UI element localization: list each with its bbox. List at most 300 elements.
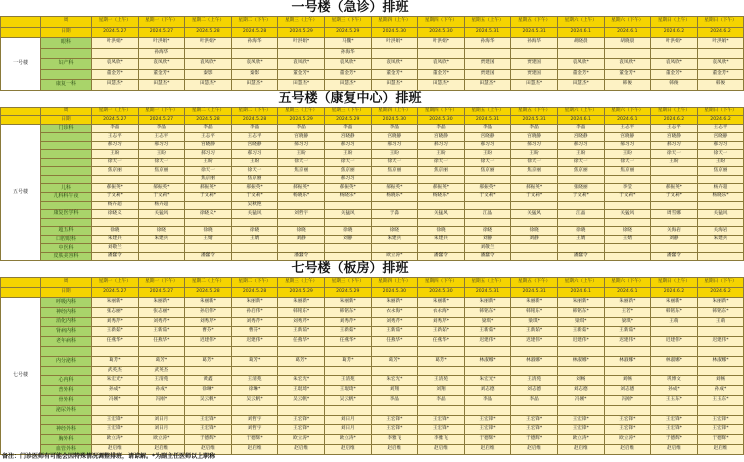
doctor-cell: 林淑娜* bbox=[604, 356, 651, 366]
doctor-cell bbox=[278, 218, 325, 227]
doctor-cell: 田慧杰* bbox=[324, 80, 371, 91]
department-label bbox=[41, 346, 92, 356]
date-header: 2024.5.28 bbox=[185, 27, 232, 38]
doctor-cell: 赵启维 bbox=[511, 444, 558, 454]
department-label: 儿科 bbox=[41, 184, 92, 193]
doctor-cell: 王盼 bbox=[697, 158, 744, 167]
doctor-cell: 董金芳* bbox=[138, 69, 185, 80]
doctor-cell: 于德辉* bbox=[185, 435, 232, 445]
doctor-cell: 王志平 bbox=[697, 124, 744, 133]
doctor-cell: 葛芳* bbox=[92, 356, 139, 366]
doctor-cell: 郝习习 bbox=[324, 175, 371, 184]
department-label: 神经外科 bbox=[41, 425, 92, 435]
doctor-cell: 宫晓静 bbox=[697, 133, 744, 142]
doctor-cell bbox=[651, 175, 698, 184]
doctor-cell: 袁凤欣* bbox=[92, 59, 139, 70]
date-header: 2024.5.29 bbox=[324, 288, 371, 298]
doctor-cell: 朱丽新* bbox=[138, 297, 185, 307]
doctor-cell: 郝习习 bbox=[464, 141, 511, 150]
doctor-cell: 徐晓义* bbox=[185, 210, 232, 219]
day-header: 星期二（下午） bbox=[231, 107, 278, 116]
doctor-cell bbox=[464, 48, 511, 59]
doctor-cell: 朱丽新* bbox=[231, 297, 278, 307]
doctor-cell bbox=[697, 366, 744, 376]
day-header: 星期二（上午） bbox=[185, 17, 232, 28]
doctor-cell: 徐晓 bbox=[371, 227, 418, 236]
doctor-cell: 叶洪娟* bbox=[92, 38, 139, 49]
schedule-row bbox=[1, 376, 744, 386]
section-title: 七号楼（板房）排班 bbox=[291, 261, 409, 277]
doctor-cell: 徐晓 bbox=[185, 227, 232, 236]
doctor-cell: 宫晓静 bbox=[278, 133, 325, 142]
day-header: 星期日（上午） bbox=[651, 107, 698, 116]
doctor-cell: 欧立涛* bbox=[371, 252, 418, 261]
department-label: 胸外科 bbox=[41, 435, 92, 445]
doctor-cell bbox=[557, 201, 604, 210]
doctor-cell bbox=[371, 218, 418, 227]
doctor-cell: 郝习习 bbox=[324, 141, 371, 150]
blank-cell bbox=[1, 17, 41, 28]
schedule-row bbox=[1, 405, 744, 415]
doctor-cell: 王宏锋* bbox=[418, 425, 465, 435]
doctor-cell bbox=[697, 48, 744, 59]
doctor-cell: 赵启维 bbox=[371, 444, 418, 454]
doctor-cell: 于文莉* bbox=[92, 192, 139, 201]
doctor-cell: 吴云帆* bbox=[185, 395, 232, 405]
doctor-cell: 贾建国 bbox=[464, 59, 511, 70]
schedule-row bbox=[1, 210, 744, 219]
doctor-cell: 袁凤欣* bbox=[651, 59, 698, 70]
doctor-cell: 于德辉* bbox=[464, 435, 511, 445]
doctor-cell bbox=[138, 405, 185, 415]
doctor-cell: 胡晓晨 bbox=[557, 38, 604, 49]
date-label: 日期 bbox=[41, 116, 92, 125]
date-header: 2024.6.2 bbox=[697, 116, 744, 125]
doctor-cell: 秦影 bbox=[185, 69, 232, 80]
doctor-cell: 关猛风 bbox=[604, 210, 651, 219]
doctor-cell: 董金芳* bbox=[324, 69, 371, 80]
department-label bbox=[41, 48, 92, 59]
department-label: 妇产科 bbox=[41, 59, 92, 70]
doctor-cell: 叶洪娟* bbox=[371, 38, 418, 49]
day-header: 星期四（下午） bbox=[418, 17, 465, 28]
doctor-cell: 朱丽新* bbox=[185, 297, 232, 307]
doctor-cell: 叶洪娟* bbox=[278, 38, 325, 49]
doctor-cell: 关猛风 bbox=[324, 210, 371, 219]
doctor-cell: 王宏锋* bbox=[511, 425, 558, 435]
doctor-cell bbox=[511, 366, 558, 376]
doctor-cell: 刘日月 bbox=[138, 425, 185, 435]
date-header: 2024.5.28 bbox=[185, 288, 232, 298]
doctor-cell: 朱丽新* bbox=[604, 297, 651, 307]
doctor-cell: 郝习习 bbox=[138, 141, 185, 150]
date-header: 2024.5.27 bbox=[92, 27, 139, 38]
doctor-cell bbox=[371, 366, 418, 376]
doctor-cell: 刘秀芹* bbox=[185, 317, 232, 327]
doctor-cell: 葛芳* bbox=[278, 356, 325, 366]
doctor-cell: 曹芬* bbox=[185, 327, 232, 337]
doctor-cell bbox=[371, 244, 418, 253]
doctor-cell bbox=[557, 244, 604, 253]
doctor-cell: 郝振英* bbox=[92, 184, 139, 193]
schedule-row bbox=[1, 124, 744, 133]
doctor-cell: 李晶 bbox=[511, 124, 558, 133]
department-label: 呼吸内科 bbox=[41, 297, 92, 307]
department-label: 心内科 bbox=[41, 376, 92, 386]
doctor-cell: 董金芳* bbox=[651, 69, 698, 80]
doctor-cell: 朱建兵 bbox=[371, 235, 418, 244]
doctor-cell: 江晶 bbox=[464, 210, 511, 219]
day-header: 星期三（上午） bbox=[278, 278, 325, 288]
doctor-cell: 孙成* bbox=[138, 386, 185, 396]
doctor-cell: 刘翔 bbox=[418, 386, 465, 396]
doctor-cell: 袁凤欣* bbox=[231, 59, 278, 70]
doctor-cell: 李晶 bbox=[464, 124, 511, 133]
date-header: 2024.6.2 bbox=[697, 288, 744, 298]
doctor-cell: 赵启维 bbox=[231, 444, 278, 454]
doctor-cell: 赵启维 bbox=[697, 444, 744, 454]
day-header: 星期五（下午） bbox=[511, 17, 558, 28]
date-label: 日期 bbox=[41, 27, 92, 38]
date-header: 2024.5.29 bbox=[278, 27, 325, 38]
doctor-cell: 王盼 bbox=[651, 158, 698, 167]
doctor-cell: 赵启维 bbox=[418, 444, 465, 454]
week-label: 周 bbox=[41, 17, 92, 28]
doctor-cell: 徐天一 bbox=[418, 158, 465, 167]
day-header: 星期二（下午） bbox=[231, 17, 278, 28]
doctor-cell bbox=[92, 218, 139, 227]
schedule-row bbox=[1, 201, 744, 210]
day-header: 星期一（上午） bbox=[92, 278, 139, 288]
doctor-cell bbox=[557, 346, 604, 356]
doctor-cell: 欧立涛* bbox=[557, 435, 604, 445]
doctor-cell: 王盼 bbox=[185, 158, 232, 167]
date-header: 2024.6.2 bbox=[651, 288, 698, 298]
doctor-cell: 李晶 bbox=[278, 124, 325, 133]
doctor-cell: 徐天一 bbox=[557, 158, 604, 167]
doctor-cell: 焦京丽 bbox=[464, 167, 511, 176]
doctor-cell: 葛芳* bbox=[371, 356, 418, 366]
doctor-cell: 刘秀芹* bbox=[278, 317, 325, 327]
department-label: 老年病科 bbox=[41, 337, 92, 347]
doctor-cell bbox=[231, 48, 278, 59]
doctor-cell: 徐天一 bbox=[604, 158, 651, 167]
doctor-cell: 任燕华* bbox=[92, 337, 139, 347]
doctor-cell: 李晶 bbox=[371, 124, 418, 133]
schedule-row bbox=[1, 235, 744, 244]
doctor-cell: 林淑娜* bbox=[511, 356, 558, 366]
doctor-cell: 赵启维 bbox=[604, 444, 651, 454]
date-header: 2024.6.2 bbox=[697, 27, 744, 38]
doctor-cell: 刘静 bbox=[324, 235, 371, 244]
day-header: 星期一（上午） bbox=[92, 17, 139, 28]
doctor-cell bbox=[511, 405, 558, 415]
doctor-cell: 杨晓乐* bbox=[371, 192, 418, 201]
doctor-cell: 杨卉超 bbox=[92, 201, 139, 210]
doctor-cell: 王盼 bbox=[371, 150, 418, 159]
doctor-cell: 徐天一 bbox=[185, 167, 232, 176]
doctor-cell: 杨卉超 bbox=[697, 184, 744, 193]
doctor-cell: 李晶 bbox=[371, 395, 418, 405]
doctor-cell bbox=[324, 405, 371, 415]
date-header: 2024.5.31 bbox=[511, 288, 558, 298]
doctor-cell bbox=[651, 366, 698, 376]
doctor-cell: 刘哲宇 bbox=[278, 210, 325, 219]
doctor-cell: 杨卉超 bbox=[138, 201, 185, 210]
doctor-cell: 关海岩 bbox=[651, 227, 698, 236]
doctor-cell: 王婧 bbox=[604, 235, 651, 244]
doctor-cell: 刘畅 bbox=[557, 376, 604, 386]
doctor-cell: 杨晓乐* bbox=[324, 192, 371, 201]
day-header: 星期三（下午） bbox=[324, 17, 371, 28]
schedule-row bbox=[1, 184, 744, 193]
doctor-cell bbox=[231, 366, 278, 376]
doctor-cell: 王盼 bbox=[324, 150, 371, 159]
doctor-cell bbox=[371, 405, 418, 415]
doctor-cell: 王宏锋* bbox=[651, 415, 698, 425]
doctor-cell: 于文莉* bbox=[651, 192, 698, 201]
doctor-cell: 孙海华 bbox=[231, 38, 278, 49]
doctor-cell: 郝习习 bbox=[278, 141, 325, 150]
doctor-cell bbox=[464, 175, 511, 184]
schedule-row bbox=[1, 346, 744, 356]
doctor-cell: 郝习习 bbox=[651, 141, 698, 150]
doctor-cell: 郝习习 bbox=[697, 141, 744, 150]
doctor-cell: 王婧 bbox=[231, 235, 278, 244]
doctor-cell: 王宏锋* bbox=[418, 415, 465, 425]
doctor-cell bbox=[651, 48, 698, 59]
doctor-cell: 叶洪娟* bbox=[418, 38, 465, 49]
doctor-cell: 宫晓静 bbox=[231, 141, 278, 150]
doctor-cell bbox=[604, 252, 651, 261]
doctor-cell: 朱丽新* bbox=[511, 297, 558, 307]
doctor-cell: 韩俊 bbox=[604, 80, 651, 91]
doctor-cell: 曹芬* bbox=[231, 327, 278, 337]
doctor-cell: 田慧杰* bbox=[557, 80, 604, 91]
doctor-cell: 于文莉* bbox=[604, 192, 651, 201]
schedule-row bbox=[1, 435, 744, 445]
doctor-cell: 潘蠢令 bbox=[418, 252, 465, 261]
doctor-cell: 武英杰 bbox=[138, 366, 185, 376]
doctor-cell: 王新茹* bbox=[604, 327, 651, 337]
date-header: 2024.5.29 bbox=[278, 116, 325, 125]
doctor-cell: 赵启维 bbox=[651, 444, 698, 454]
department-label: 儿科科午夜 bbox=[41, 192, 92, 201]
doctor-cell: 关海岩 bbox=[697, 227, 744, 236]
doctor-cell: 郝习习 bbox=[557, 141, 604, 150]
doctor-cell: 徐天一 bbox=[278, 158, 325, 167]
date-header-row bbox=[1, 116, 744, 125]
schedule-row bbox=[1, 356, 744, 366]
doctor-cell: 袁凤欣* bbox=[324, 59, 371, 70]
doctor-cell: 潘蠢令 bbox=[278, 252, 325, 261]
doctor-cell: 孙成* bbox=[697, 386, 744, 396]
doctor-cell: 王新茹* bbox=[418, 327, 465, 337]
doctor-cell: 刘志德 bbox=[464, 386, 511, 396]
doctor-cell: 刘日月 bbox=[138, 415, 185, 425]
doctor-cell: 冯刚* bbox=[92, 395, 139, 405]
schedule-row bbox=[1, 227, 744, 236]
doctor-cell: 于文莉* bbox=[511, 192, 558, 201]
doctor-cell: 朱丽新* bbox=[464, 297, 511, 307]
doctor-cell: 马魏* bbox=[324, 38, 371, 49]
doctor-cell: 徐天一 bbox=[464, 158, 511, 167]
date-header: 2024.5.31 bbox=[464, 27, 511, 38]
doctor-cell: 王宏锋* bbox=[92, 415, 139, 425]
doctor-cell: 贾建国 bbox=[511, 69, 558, 80]
doctor-cell: 朱建兵 bbox=[138, 235, 185, 244]
doctor-cell: 王宏锋* bbox=[371, 415, 418, 425]
schedule-table bbox=[0, 277, 744, 454]
doctor-cell: 韩铭东* bbox=[697, 307, 744, 317]
doctor-cell: 张志丽* bbox=[92, 307, 139, 317]
doctor-cell: 王宏锋* bbox=[185, 425, 232, 435]
doctor-cell: 宫晓静 bbox=[371, 133, 418, 142]
doctor-cell: 徐晓 bbox=[92, 227, 139, 236]
doctor-cell: 王宏锋* bbox=[557, 425, 604, 435]
doctor-cell bbox=[371, 175, 418, 184]
doctor-cell: 朱丽新* bbox=[418, 297, 465, 307]
doctor-cell bbox=[697, 405, 744, 415]
day-header: 星期二（上午） bbox=[185, 107, 232, 116]
day-header: 星期四（下午） bbox=[418, 278, 465, 288]
date-header: 2024.6.2 bbox=[651, 116, 698, 125]
doctor-cell: 徐晓 bbox=[604, 227, 651, 236]
doctor-cell: 赵启维 bbox=[92, 444, 139, 454]
day-header: 星期四（上午） bbox=[371, 107, 418, 116]
doctor-cell: 王盼 bbox=[604, 150, 651, 159]
doctor-cell: 朱丽新* bbox=[324, 297, 371, 307]
doctor-cell: 刘秀芹* bbox=[231, 317, 278, 327]
doctor-cell: 于文莉* bbox=[138, 192, 185, 201]
doctor-cell: 赵启维 bbox=[464, 444, 511, 454]
schedule-row bbox=[1, 395, 744, 405]
doctor-cell: 韩俊 bbox=[697, 80, 744, 91]
doctor-cell: 李晶 bbox=[185, 124, 232, 133]
section-title: 五号楼（康复中心）排班 bbox=[278, 90, 422, 106]
schedule-row bbox=[1, 327, 744, 337]
doctor-cell bbox=[418, 218, 465, 227]
department-label bbox=[41, 167, 92, 176]
schedule-table bbox=[0, 16, 744, 91]
doctor-cell: 潘蠢令 bbox=[92, 252, 139, 261]
doctor-cell bbox=[651, 244, 698, 253]
doctor-cell: 欧立涛* bbox=[278, 435, 325, 445]
date-header: 2024.5.27 bbox=[92, 288, 139, 298]
doctor-cell bbox=[604, 48, 651, 59]
schedule-row bbox=[1, 192, 744, 201]
department-label: 康复一科 bbox=[41, 80, 92, 91]
doctor-cell bbox=[464, 201, 511, 210]
day-header: 星期三（上午） bbox=[278, 107, 325, 116]
doctor-cell bbox=[278, 244, 325, 253]
date-header: 2024.6.1 bbox=[557, 116, 604, 125]
doctor-cell: 衣永海* bbox=[418, 307, 465, 317]
week-label: 周 bbox=[41, 278, 92, 288]
doctor-cell: 孙启伟* bbox=[185, 307, 232, 317]
doctor-cell: 刘畅 bbox=[697, 376, 744, 386]
doctor-cell bbox=[604, 405, 651, 415]
doctor-cell: 焦京丽 bbox=[697, 167, 744, 176]
doctor-cell: 李晶 bbox=[557, 124, 604, 133]
doctor-cell: 刘日月 bbox=[324, 415, 371, 425]
doctor-cell: 焦京丽 bbox=[324, 167, 371, 176]
doctor-cell: 巩博文 bbox=[651, 376, 698, 386]
doctor-cell: 刘志德 bbox=[557, 386, 604, 396]
doctor-cell bbox=[418, 175, 465, 184]
doctor-cell bbox=[324, 201, 371, 210]
department-label: 神经内科 bbox=[41, 307, 92, 317]
department-label bbox=[41, 175, 92, 184]
doctor-cell: 王新茹* bbox=[138, 327, 185, 337]
doctor-cell: 于文莉* bbox=[557, 192, 604, 201]
doctor-cell bbox=[511, 218, 558, 227]
date-header: 2024.6.1 bbox=[604, 116, 651, 125]
doctor-cell bbox=[604, 346, 651, 356]
doctor-cell: 杨晓乐* bbox=[278, 192, 325, 201]
doctor-cell: 郝振英* bbox=[464, 184, 511, 193]
week-label: 周 bbox=[41, 107, 92, 116]
doctor-cell: 徐天一 bbox=[138, 158, 185, 167]
doctor-cell: 贾建国 bbox=[511, 59, 558, 70]
doctor-cell: 田慧杰* bbox=[138, 80, 185, 91]
doctor-cell: 冯刚* bbox=[138, 395, 185, 405]
doctor-cell: 郝振英* bbox=[651, 184, 698, 193]
doctor-cell: 刘日月 bbox=[324, 425, 371, 435]
department-label: 中医科 bbox=[41, 244, 92, 253]
schedule-row bbox=[1, 244, 744, 253]
day-header: 星期三（下午） bbox=[324, 107, 371, 116]
doctor-cell bbox=[511, 252, 558, 261]
date-header: 2024.5.28 bbox=[185, 116, 232, 125]
doctor-cell: 王萌 bbox=[651, 317, 698, 327]
doctor-cell: 贾建国 bbox=[464, 69, 511, 80]
doctor-cell: 徐晓 bbox=[511, 227, 558, 236]
doctor-cell: 任燕华* bbox=[324, 337, 371, 347]
date-header: 2024.5.30 bbox=[418, 116, 465, 125]
day-header: 星期六（上午） bbox=[557, 278, 604, 288]
doctor-cell: 焦京丽 bbox=[92, 167, 139, 176]
department-label: 康复医学科 bbox=[41, 210, 92, 219]
building-label: 七号楼 bbox=[1, 297, 41, 454]
doctor-cell: 赵启维 bbox=[557, 444, 604, 454]
date-label: 日期 bbox=[41, 288, 92, 298]
doctor-cell: 徐天一 bbox=[324, 158, 371, 167]
schedule-row bbox=[1, 218, 744, 227]
doctor-cell bbox=[138, 252, 185, 261]
doctor-cell: 迟建伟* bbox=[464, 337, 511, 347]
doctor-cell: 武英杰 bbox=[92, 366, 139, 376]
doctor-cell: 王若* bbox=[604, 307, 651, 317]
doctor-cell: 朱丽新* bbox=[557, 297, 604, 307]
doctor-cell: 王志平 bbox=[185, 133, 232, 142]
doctor-cell: 刘静 bbox=[511, 235, 558, 244]
doctor-cell: 葛芳* bbox=[138, 356, 185, 366]
doctor-cell: 徐天一 bbox=[371, 158, 418, 167]
doctor-cell: 王宏锋* bbox=[371, 425, 418, 435]
date-header: 2024.5.27 bbox=[138, 116, 185, 125]
doctor-cell: 焦京丽 bbox=[557, 167, 604, 176]
doctor-cell: 孙海华 bbox=[324, 48, 371, 59]
doctor-cell: 宫晓静 bbox=[464, 133, 511, 142]
doctor-cell: 郝振英* bbox=[511, 184, 558, 193]
doctor-cell bbox=[697, 244, 744, 253]
schedule-row bbox=[1, 415, 744, 425]
doctor-cell: 韩俊 bbox=[651, 80, 698, 91]
doctor-cell: 梁琪* bbox=[511, 317, 558, 327]
department-label: 血管外科 bbox=[41, 444, 92, 454]
blank-cell bbox=[1, 107, 41, 116]
